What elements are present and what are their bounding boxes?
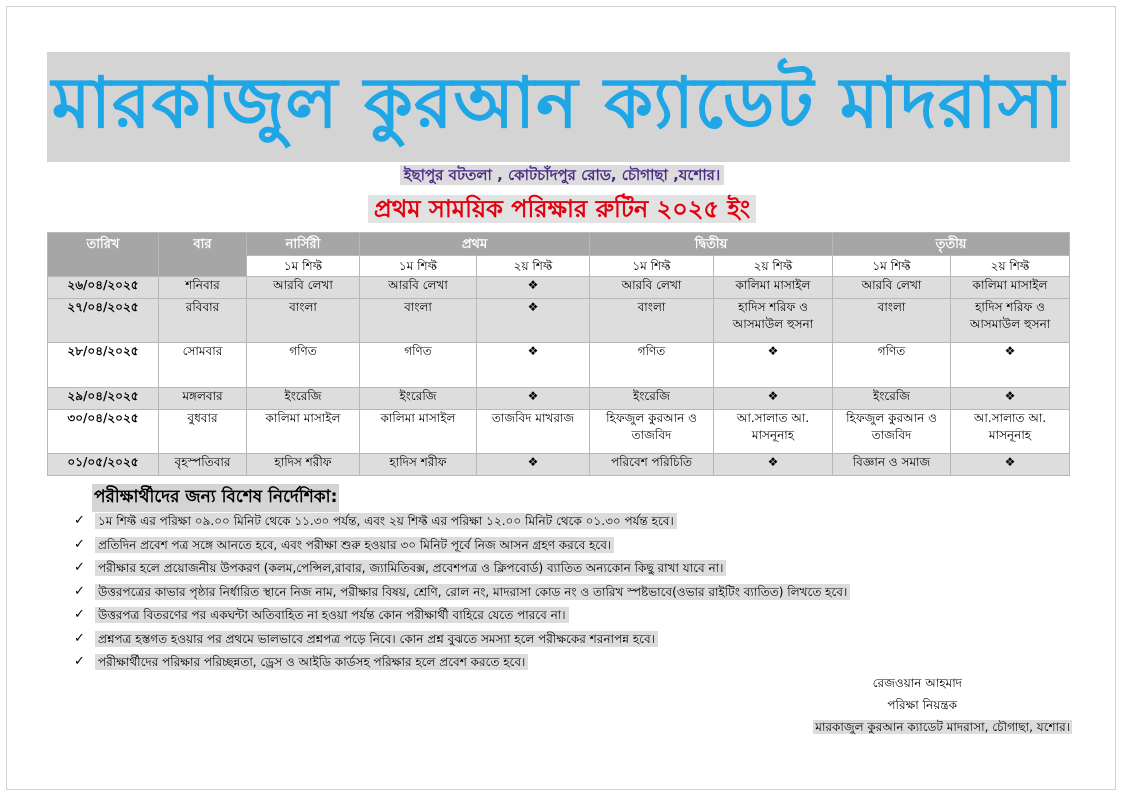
- instruction-text: প্রতিদিন প্রবেশ পত্র সঙ্গে আনতে হবে, এবং পরীক্ষা শুরু হওয়ার ৩০ মিনিট পূর্বে নিজ আসন গ্রহণ করবে হবে।: [95, 537, 614, 553]
- checkmark-icon: ✓: [74, 654, 85, 669]
- row-date: ০১/০৫/২০২৫: [48, 454, 159, 476]
- checkmark-icon: ✓: [74, 583, 85, 599]
- routine-subtitle: [0, 191, 1124, 231]
- subject-cell: আরবি লেখা: [590, 277, 714, 299]
- list-item: [70, 605, 1010, 629]
- subject-cell: আ.সালাত আ. মাসনূনাহ: [951, 410, 1070, 454]
- table-row: [48, 388, 1070, 410]
- shift-label: ১ম শিফ্ট: [833, 256, 951, 277]
- instructions-title: পরীক্ষার্থীদের জন্য বিশেষ নির্দেশিকা:: [92, 484, 339, 512]
- instruction-text: পরীক্ষার হলে প্রয়োজনীয় উপকরণ (কলম,পেন্সিল,রাবার, জ্যামিতিবক্স, প্রবেশপত্র ও ক্লিপবোর্ড) ব্যাতিত অন্যকোন কিছু রাখা যাবে না।: [95, 560, 726, 576]
- subject-cell: হিফজুল কুরআন ও তাজবিদ: [590, 410, 714, 454]
- row-date: ২৭/০৪/২০২৫: [48, 299, 159, 343]
- subject-cell: আ.সালাত আ. মাসনূনাহ: [714, 410, 833, 454]
- subject-cell: বাংলা: [247, 299, 360, 343]
- subject-cell: ❖: [951, 388, 1070, 410]
- subject-cell: কালিমা মাসাইল: [714, 277, 833, 299]
- header-class-first: প্রথম: [360, 233, 590, 256]
- instruction-text: উত্তরপত্রের কাভার পৃষ্ঠার নির্ধারিত স্থানে নিজ নাম, পরীক্ষার বিষয়, শ্রেণি, রোল নং, মাদরাসা কোড নং ও তারিখ স্পষ্টভাবে(ওভার রাইটিং ব্যাতিত) লিখতে হবে।: [95, 584, 850, 600]
- row-day: মঙ্গলবার: [159, 388, 247, 410]
- subject-cell: হাদিস শরিফ ও আসমাউল হুসনা: [714, 299, 833, 343]
- instruction-text: পরীক্ষার্থীদের পরিক্ষার পরিচ্ছন্নতা, ড্রেস ও আইডি কার্ডসহ পরিক্ষার হলে প্রবেশ করতে হবে।: [95, 654, 528, 670]
- subject-cell: ❖: [477, 299, 590, 343]
- subject-cell: ইংরেজি: [360, 388, 477, 410]
- shift-label: ১ম শিফ্ট: [590, 256, 714, 277]
- subject-cell: ❖: [951, 343, 1070, 388]
- exam-routine-table: [47, 232, 1070, 476]
- signatory-designation: পরিক্ষা নিয়ন্ত্রক: [887, 698, 957, 712]
- subject-cell: হাদিস শরীফ: [247, 454, 360, 476]
- row-day: বুধবার: [159, 410, 247, 454]
- list-item: [70, 558, 1010, 582]
- row-date: ২৯/০৪/২০২৫: [48, 388, 159, 410]
- subject-cell: ❖: [477, 388, 590, 410]
- instructions-list: [70, 511, 1010, 676]
- subject-cell: ❖: [951, 454, 1070, 476]
- signatory-name: রেজওয়ান আহমাদ: [872, 676, 962, 690]
- subject-cell: ❖: [714, 454, 833, 476]
- instruction-text: প্রশ্নপত্র হস্তগত হওয়ার পর প্রথমে ভালভাবে প্রশ্নপত্র পড়ে নিবে। কোন প্রশ্ন বুঝতে সমস্যা হলে পরীক্ষকের শরনাপন্ন হবে।: [95, 631, 658, 647]
- header-date: তারিখ: [48, 233, 159, 277]
- subject-cell: ❖: [477, 454, 590, 476]
- address-line: [0, 164, 1124, 189]
- title-banner: [47, 52, 1070, 162]
- table-row: [48, 454, 1070, 476]
- signatory-org: [813, 716, 1072, 738]
- row-day: শনিবার: [159, 277, 247, 299]
- subject-cell: কালিমা মাসাইল: [360, 410, 477, 454]
- subject-cell: হিফজুল কুরআন ও তাজবিদ: [833, 410, 951, 454]
- checkmark-icon: ✓: [74, 536, 85, 552]
- list-item: [70, 511, 1010, 535]
- table-row: [48, 299, 1070, 343]
- subject-cell: বাংলা: [833, 299, 951, 343]
- subject-cell: গণিত: [247, 343, 360, 388]
- instruction-text: ১ম শিফ্ট এর পরিক্ষা ০৯.০০ মিনিট থেকে ১১.৩০ পর্যন্ত, এবং ২য় শিফ্ট এর পরিক্ষা ১২.০০ মিনিট থেকে ০১.৩০ পর্যন্ত হবে।: [95, 513, 677, 529]
- address-text: ইছাপুর বটতলা , কোটচাঁদপুর রোড, চৌগাছা ,যশোর।: [400, 165, 725, 185]
- checkmark-icon: ✓: [74, 607, 85, 622]
- row-date: ২৮/০৪/২০২৫: [48, 343, 159, 388]
- header-nursery: নার্সিরী: [247, 233, 360, 256]
- subject-cell: ইংরেজি: [590, 388, 714, 410]
- subject-cell: পরিবেশ পরিচিতি: [590, 454, 714, 476]
- subject-cell: কালিমা মাসাইল: [951, 277, 1070, 299]
- signature-block: [813, 672, 1072, 738]
- shift-label: ১ম শিফ্ট: [247, 256, 360, 277]
- subject-cell: আরবি লেখা: [247, 277, 360, 299]
- shift-label: ২য় শিফ্ট: [951, 256, 1070, 277]
- list-item: [70, 582, 1010, 606]
- checkmark-icon: ✓: [74, 560, 85, 575]
- shift-label: ১ম শিফ্ট: [360, 256, 477, 277]
- row-day: বৃহস্পতিবার: [159, 454, 247, 476]
- subject-cell: বাংলা: [360, 299, 477, 343]
- subject-cell: আরবি লেখা: [360, 277, 477, 299]
- list-item: [70, 535, 1010, 559]
- checkmark-icon: ✓: [74, 513, 85, 528]
- subject-cell: হাদিস শরীফ: [360, 454, 477, 476]
- table-row: [48, 410, 1070, 454]
- checkmark-icon: ✓: [74, 630, 85, 646]
- subject-cell: গণিত: [833, 343, 951, 388]
- instruction-text: উত্তরপত্র বিতরণের পর একঘন্টা অতিবাহিত না হওয়া পর্যন্ত কোন পরীক্ষার্থী বাহিরে যেতে পারবে না।: [95, 607, 569, 623]
- subject-cell: বাংলা: [590, 299, 714, 343]
- header-class-second: দ্বিতীয়: [590, 233, 833, 256]
- subject-cell: তাজবিদ মাখরাজ: [477, 410, 590, 454]
- subject-cell: গণিত: [590, 343, 714, 388]
- row-date: ৩০/০৪/২০২৫: [48, 410, 159, 454]
- subtitle-text: প্রথম সাময়িক পরিক্ষার রুটিন ২০২৫ ইং: [368, 195, 756, 223]
- header-row: [48, 233, 1070, 256]
- table-row: [48, 343, 1070, 388]
- subject-cell: ইংরেজি: [833, 388, 951, 410]
- table-row: [48, 277, 1070, 299]
- row-day: সোমবার: [159, 343, 247, 388]
- signatory-org-text: মারকাজুল কুরআন ক্যাডেট মাদরাসা, চৌগাছা, যশোর।: [815, 720, 1070, 734]
- list-item: [70, 629, 1010, 653]
- subject-cell: কালিমা মাসাইল: [247, 410, 360, 454]
- header-day: বার: [159, 233, 247, 277]
- subject-cell: বিজ্ঞান ও সমাজ: [833, 454, 951, 476]
- row-date: ২৬/০৪/২০২৫: [48, 277, 159, 299]
- subject-cell: ❖: [714, 388, 833, 410]
- subject-cell: হাদিস শরিফ ও আসমাউল হুসনা: [951, 299, 1070, 343]
- madrasa-title: মারকাজুল কুরআন ক্যাডেট মাদরাসা: [51, 61, 1066, 144]
- subject-cell: ❖: [477, 343, 590, 388]
- row-day: রবিবার: [159, 299, 247, 343]
- shift-label: ২য় শিফ্ট: [714, 256, 833, 277]
- header-class-third: তৃতীয়: [833, 233, 1070, 256]
- subject-cell: ❖: [714, 343, 833, 388]
- subject-cell: ইংরেজি: [247, 388, 360, 410]
- subject-cell: ❖: [477, 277, 590, 299]
- shift-label: ২য় শিফ্ট: [477, 256, 590, 277]
- subject-cell: আরবি লেখা: [833, 277, 951, 299]
- subject-cell: গণিত: [360, 343, 477, 388]
